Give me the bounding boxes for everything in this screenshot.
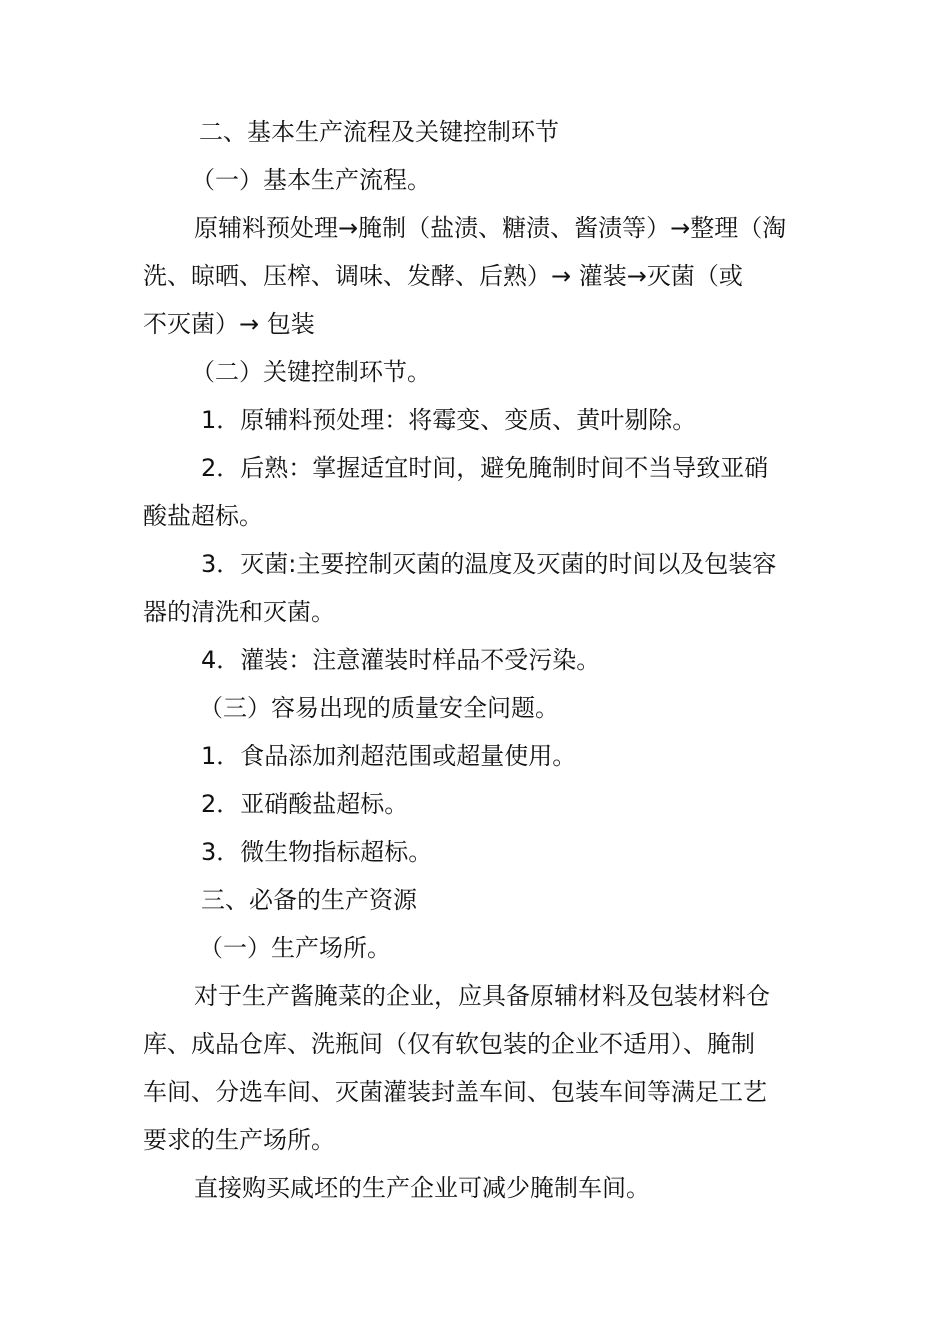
paragraph-line: 原辅料预处理→腌制（盐渍、糖渍、酱渍等）→整理（淘	[194, 214, 787, 242]
subsection-heading-basic-flow: （一）基本生产流程。	[191, 166, 431, 194]
subsection-heading-quality-issues: （三）容易出现的质量安全问题。	[199, 694, 559, 722]
list-item: 2．亚硝酸盐超标。	[201, 790, 409, 818]
paragraph-line: 不灭菌）→ 包装	[143, 310, 315, 338]
paragraph-line: 直接购买咸坯的生产企业可减少腌制车间。	[194, 1174, 650, 1202]
section-heading-resources: 三、必备的生产资源	[201, 886, 417, 914]
list-item: 4．灌装：注意灌装时样品不受污染。	[201, 646, 601, 674]
section-heading-production-process: 二、基本生产流程及关键控制环节	[199, 118, 559, 146]
list-item: 3．微生物指标超标。	[201, 838, 433, 866]
list-item-continuation: 酸盐超标。	[143, 502, 263, 530]
subsection-heading-key-control: （二）关键控制环节。	[191, 358, 431, 386]
paragraph-line: 洗、晾晒、压榨、调味、发酵、后熟）→ 灌装→灭菌（或	[143, 262, 743, 290]
paragraph-line: 要求的生产场所。	[143, 1126, 335, 1154]
paragraph-line: 对于生产酱腌菜的企业，应具备原辅材料及包装材料仓	[194, 982, 770, 1010]
paragraph-line: 车间、分选车间、灭菌灌装封盖车间、包装车间等满足工艺	[143, 1078, 767, 1106]
paragraph-line: 库、成品仓库、洗瓶间（仅有软包装的企业不适用）、腌制	[143, 1030, 755, 1058]
subsection-heading-production-site: （一）生产场所。	[199, 934, 391, 962]
list-item: 1．食品添加剂超范围或超量使用。	[201, 742, 577, 770]
list-item: 1．原辅料预处理：将霉变、变质、黄叶剔除。	[201, 406, 697, 434]
list-item-continuation: 器的清洗和灭菌。	[143, 598, 335, 626]
list-item: 2．后熟：掌握适宜时间，避免腌制时间不当导致亚硝	[201, 454, 769, 482]
list-item: 3．灭菌:主要控制灭菌的温度及灭菌的时间以及包装容	[201, 550, 777, 578]
